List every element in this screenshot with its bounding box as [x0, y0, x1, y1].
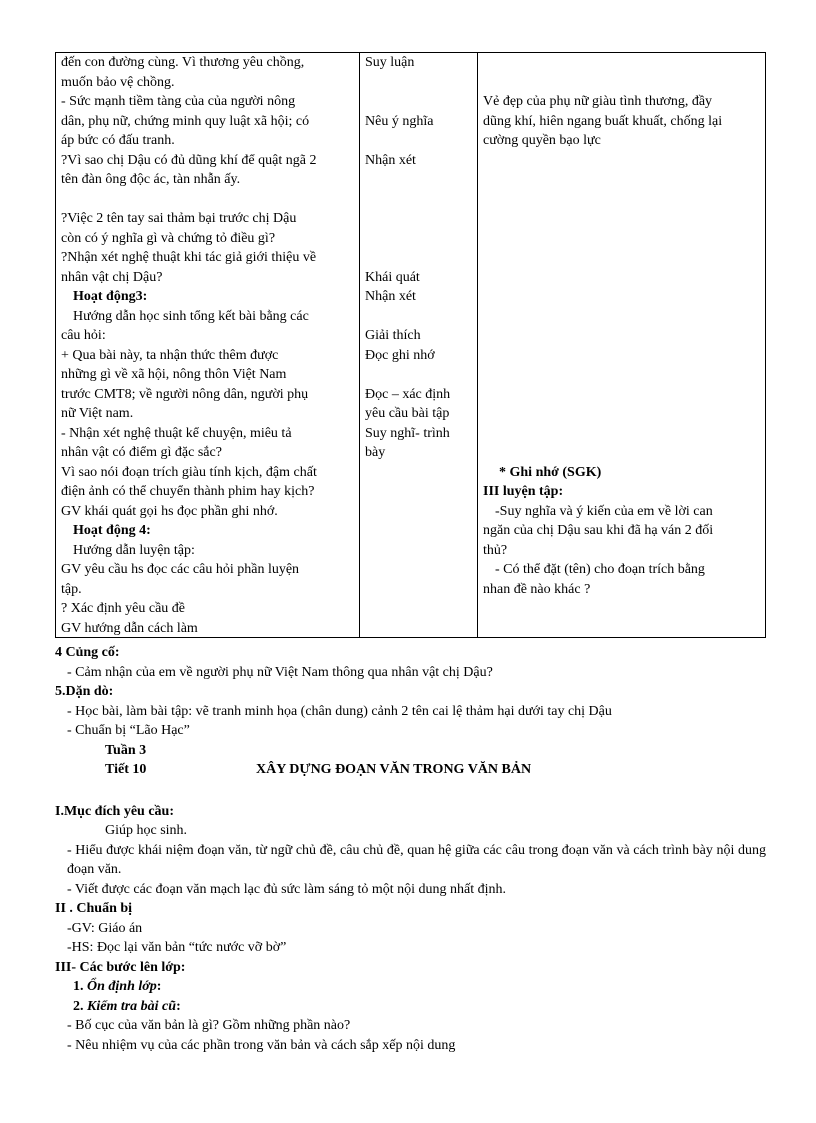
content-line — [483, 307, 760, 327]
activity-line: Hoạt động3: — [73, 289, 148, 304]
section-1-item: - Hiểu được khái niệm đoạn văn, từ ngữ chủ đề, câu chủ đề, quan hệ giữa các câu trong đoạn văn và cách trình bày nội dung đoạn văn. — [67, 842, 766, 877]
content-line: ngăn của chị Dậu sau khi đã hạ ván 2 đối — [483, 523, 714, 538]
activity-line: - Sức mạnh tiềm tàng của của người nông — [61, 94, 296, 109]
method-line: Nêu ý nghĩa — [365, 113, 434, 129]
method-line — [365, 248, 472, 268]
review-question: - Nêu nhiệm vụ của các phần trong văn bản và cách sắp xếp nội dung — [67, 1037, 456, 1053]
content-line — [483, 385, 760, 405]
content-line — [483, 346, 760, 366]
activity-line: GV yêu cầu hs đọc các câu hỏi phần luyện — [61, 562, 300, 577]
method-line — [365, 209, 472, 229]
dan-do-item: - Chuẩn bị “Lão Hạc” — [67, 723, 190, 738]
activity-line: đến con đường cùng. Vì thương yêu chồng, — [61, 55, 305, 70]
activity-line — [61, 190, 354, 210]
method-line: bày — [365, 445, 386, 460]
section-2-heading: II . Chuẩn bị — [55, 901, 133, 916]
content-line — [483, 151, 760, 171]
content-line: nhan đề nào khác ? — [483, 581, 591, 597]
content-line — [483, 209, 760, 229]
activity-line: ?Vì sao chị Dậu có đủ dũng khí để quật ngã 2 — [61, 152, 317, 168]
method-line: Nhận xét — [365, 152, 416, 168]
activity-line: còn có ý nghĩa gì và chứng tỏ điều gì? — [61, 230, 276, 246]
step-2-label: Kiểm tra bài cũ — [87, 998, 177, 1014]
method-line — [365, 73, 472, 93]
week-label: Tuần 3 — [105, 742, 147, 758]
step-1-colon: : — [156, 979, 162, 994]
method-line — [365, 229, 472, 249]
content-line: * Ghi nhớ (SGK) — [499, 464, 602, 480]
step-2 — [55, 997, 766, 1017]
content-line — [483, 268, 760, 288]
content-line: thủ? — [483, 542, 508, 558]
method-line — [365, 131, 472, 151]
cung-co-heading: 4 Củng cố: — [55, 645, 120, 660]
step-1 — [55, 977, 766, 997]
method-line — [365, 92, 472, 112]
activity-line: nhân vật chị Dậu? — [61, 269, 163, 285]
method-line: Nhận xét — [365, 289, 416, 304]
method-line — [365, 365, 472, 385]
method-line: Suy nghĩ- trình — [365, 425, 450, 441]
activity-line: câu hỏi: — [61, 328, 106, 343]
step-2-number: 2. — [73, 998, 87, 1014]
cung-co-item: - Cảm nhận của em về người phụ nữ Việt Nam thông qua nhân vật chị Dậu? — [67, 664, 493, 680]
method-line: yêu cầu bài tập — [365, 406, 450, 421]
content-line: III luyện tập: — [483, 484, 564, 499]
content-line — [483, 443, 760, 463]
step-1-number: 1. — [73, 979, 87, 994]
content-line: -Suy nghĩa và ý kiến của em về lời can — [495, 503, 713, 519]
method-line — [365, 307, 472, 327]
content-line — [483, 73, 760, 93]
lesson-notes — [55, 643, 766, 1055]
activity-line: trước CMT8; về người nông dân, người phụ — [61, 386, 309, 402]
activity-line: áp bức có đấu tranh. — [61, 133, 175, 148]
activity-line: Hướng dẫn học sinh tổng kết bài bằng các — [73, 308, 309, 324]
section-3-heading: III- Các bước lên lớp: — [55, 959, 186, 975]
activity-line: những gì về xã hội, nông thôn Việt Nam — [61, 367, 287, 382]
method-line: Suy luận — [365, 55, 415, 70]
content-line — [483, 190, 760, 210]
content-line — [483, 229, 760, 249]
activity-line: tập. — [61, 581, 82, 597]
content-line — [483, 248, 760, 268]
step-2-colon: : — [176, 998, 181, 1014]
section-2-gv: -GV: Giáo án — [67, 920, 143, 936]
content-line — [483, 326, 760, 346]
review-question: - Bố cục của văn bản là gì? Gồm những phần nào? — [67, 1018, 351, 1033]
activity-line: ?Nhận xét nghệ thuật khi tác giả giới thiệu về — [61, 250, 317, 265]
method-column — [360, 53, 478, 637]
activity-line: GV hướng dẫn cách làm — [61, 620, 198, 636]
activity-line: - Nhận xét nghệ thuật kể chuyện, miêu tả — [61, 425, 292, 441]
lesson-title-row — [55, 760, 766, 780]
section-1-heading: I.Mục đích yêu cầu: — [55, 803, 174, 819]
content-line — [483, 365, 760, 385]
activity-column — [56, 53, 360, 637]
activity-line: tên đàn ông độc ác, tàn nhẫn ấy. — [61, 172, 241, 187]
activity-line: nữ Việt nam. — [61, 406, 134, 421]
content-line — [483, 170, 760, 190]
content-line: dũng khí, hiên ngang buất khuất, chống lại — [483, 113, 723, 129]
activity-line: ?Việc 2 tên tay sai thảm bại trước chị Dậu — [61, 211, 297, 226]
dan-do-item: - Học bài, làm bài tập: vẽ tranh minh họa (chân dung) cảnh 2 tên cai lệ thảm hại dưới tay chị Dậu — [67, 703, 612, 719]
section-1-item: - Viết được các đoạn văn mạch lạc đủ sức làm sáng tỏ một nội dung nhất định. — [67, 881, 507, 897]
activity-line: Vì sao nói đoạn trích giàu tính kịch, đậm chất — [61, 464, 317, 480]
activity-line: GV khái quát gọi hs đọc phần ghi nhớ. — [61, 503, 278, 519]
activity-line: dân, phụ nữ, chứng minh quy luật xã hội; có — [61, 113, 310, 129]
dan-do-heading: 5.Dặn dò: — [55, 684, 114, 699]
content-line: cường quyền bạo lực — [483, 133, 601, 148]
section-1-intro: Giúp học sinh. — [105, 823, 188, 838]
activity-line: ? Xác định yêu cầu đề — [61, 601, 185, 616]
method-line: Giải thích — [365, 328, 421, 343]
activity-line: Hoạt động 4: — [73, 523, 151, 538]
method-line: Đọc – xác định — [365, 386, 451, 402]
content-line — [483, 287, 760, 307]
activity-line: + Qua bài này, ta nhận thức thêm được — [61, 347, 279, 363]
content-line — [483, 424, 760, 444]
lesson-title: XÂY DỰNG ĐOẠN VĂN TRONG VĂN BẢN — [256, 762, 532, 777]
step-1-label: Ổn định lớp — [87, 979, 157, 994]
activity-line: điện ảnh có thể chuyển thành phim hay kịch? — [61, 484, 315, 499]
method-line — [365, 170, 472, 190]
method-line: Đọc ghi nhớ — [365, 347, 435, 363]
method-line: Khái quát — [365, 269, 420, 285]
content-line — [483, 53, 760, 73]
period-label: Tiết 10 — [105, 762, 147, 777]
content-line — [483, 404, 760, 424]
activity-line: nhân vật có điểm gì đặc sắc? — [61, 445, 222, 460]
method-line — [365, 190, 472, 210]
content-column — [478, 53, 765, 637]
section-2-hs: -HS: Đọc lại văn bản “tức nước vỡ bờ” — [67, 940, 287, 955]
content-line: - Có thể đặt (tên) cho đoạn trích bằng — [495, 562, 705, 577]
activity-line: muốn bảo vệ chồng. — [61, 74, 175, 90]
content-line: Vẻ đẹp của phụ nữ giàu tình thương, đầy — [483, 94, 713, 109]
activity-line: Hướng dẫn luyện tập: — [73, 542, 195, 558]
lesson-table — [55, 52, 766, 638]
